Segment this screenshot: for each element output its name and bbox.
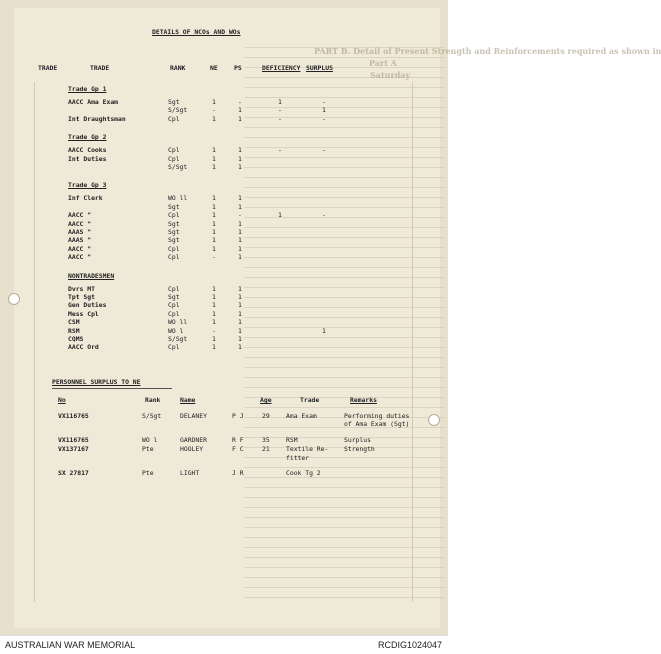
rank-value: Cpl [168, 114, 180, 123]
col-header-trade: TRADE [38, 64, 58, 72]
trade-name: AAAS " [68, 236, 92, 245]
rank-value: S/Sgt [168, 163, 188, 171]
surplus-value: 1 [322, 106, 326, 115]
surplus-col-name: Name [180, 396, 196, 404]
surplus-service-no: SX 27817 [58, 469, 89, 477]
rank-value: Sgt [168, 236, 180, 245]
rank-value: Sgt [168, 98, 180, 106]
footer-reference: RCDIG1024047 [377, 640, 442, 650]
bleed-through-hour: Saturday [370, 70, 411, 80]
surplus-rank: Pte [142, 469, 154, 477]
surplus-service-no: VX137167 [58, 445, 89, 453]
surplus-col-trade: Trade [300, 396, 320, 404]
trade-name: AAAS " [68, 228, 92, 236]
surplus-value: 1 [322, 326, 326, 335]
deficiency-value: - [278, 106, 282, 115]
ps-value: 1 [238, 202, 242, 211]
col-header-trade-2: TRADE [90, 64, 110, 72]
ps-value: - [238, 98, 242, 106]
ps-value: 1 [238, 318, 242, 327]
deficiency-value: - [278, 114, 282, 123]
col-header-ps: PS [234, 64, 242, 72]
surplus-age: 35 [262, 436, 270, 444]
surplus-name: GARDNER [180, 436, 207, 444]
surplus-col-rank: Rank [145, 396, 161, 404]
ps-value: 1 [238, 284, 242, 293]
ps-value: 1 [238, 114, 242, 123]
col-header-ne: NE [210, 64, 218, 72]
ne-value: 1 [212, 301, 216, 310]
surplus-name: HOOLEY [180, 445, 204, 453]
surplus-remarks-continued: of Ama Exam (Sgt) [344, 420, 410, 428]
surplus-service-no: VX116765 [58, 436, 89, 444]
rank-value: Sgt [168, 202, 180, 211]
rank-value: Cpl [168, 301, 180, 310]
ne-value: 1 [212, 318, 216, 327]
trade-group-heading: NONTRADESMEN [68, 271, 115, 280]
col-header-deficiency: DEFICIENCY [262, 64, 301, 72]
bleed-column [34, 82, 35, 602]
ps-value: 1 [238, 154, 242, 163]
rank-value: S/Sgt [168, 106, 188, 115]
surplus-name: LIGHT [180, 469, 200, 477]
deficiency-value: - [278, 146, 282, 155]
rank-value: WO ll [168, 194, 188, 203]
ne-value: 1 [212, 244, 216, 253]
surplus-trade: RSM [286, 436, 298, 444]
punch-hole-left [8, 293, 20, 305]
surplus-remarks: Surplus [344, 436, 371, 444]
ne-value: 1 [212, 211, 216, 220]
rank-value: S/Sgt [168, 335, 188, 343]
trade-name: AACC " [68, 253, 92, 262]
trade-name: Int Duties [68, 154, 107, 163]
surplus-rank: Pte [142, 445, 154, 453]
trade-name: AACC " [68, 211, 92, 220]
rank-value: Cpl [168, 154, 180, 163]
surplus-remarks: Strength [344, 445, 375, 453]
rank-value: Cpl [168, 244, 180, 253]
surplus-rank: WO l [142, 436, 158, 444]
surplus-age: 29 [262, 412, 270, 420]
rank-value: Sgt [168, 228, 180, 236]
ne-value: 1 [212, 154, 216, 163]
surplus-name: DELANEY [180, 412, 207, 420]
surplus-initials: P J [232, 412, 244, 420]
ne-value: - [212, 326, 216, 335]
ne-value: - [212, 253, 216, 262]
surplus-value: - [322, 146, 326, 155]
trade-group-heading: Trade Gp 1 [68, 85, 107, 93]
rank-value: WO l [168, 326, 184, 335]
deficiency-value: 1 [278, 211, 282, 220]
ps-value: 1 [238, 293, 242, 301]
surplus-initials: R F [232, 436, 244, 444]
surplus-heading: PERSONNEL SURPLUS TO NE [52, 378, 141, 386]
bleed-through-lines [244, 38, 444, 598]
surplus-initials: J R [232, 469, 244, 477]
rank-value: Cpl [168, 343, 180, 352]
trade-name: Dvrs MT [68, 284, 95, 293]
ne-value: 1 [212, 114, 216, 123]
ne-value: 1 [212, 202, 216, 211]
rank-value: Sgt [168, 219, 180, 228]
ps-value: - [238, 211, 242, 220]
trade-name: AACC Cooks [68, 146, 107, 155]
trade-group-heading: Trade Gp 3 [68, 181, 107, 190]
ne-value: - [212, 106, 216, 115]
rank-value: Cpl [168, 309, 180, 318]
surplus-trade: Cook Tg 2 [286, 469, 321, 477]
ps-value: 1 [238, 253, 242, 262]
ne-value: 1 [212, 309, 216, 318]
surplus-initials: F C [232, 445, 244, 453]
ps-value: 1 [238, 301, 242, 310]
surplus-col-no: No [58, 396, 66, 404]
trade-name: Int Draughtsman [68, 114, 126, 123]
trade-name: Inf Clerk [68, 194, 103, 203]
trade-name: AACC Ama Exam [68, 98, 119, 106]
bleed-through-subheading: Part A [369, 58, 397, 68]
trade-group-heading: Trade Gp 2 [68, 133, 107, 142]
bleed-through-heading: PART B. Detail of Present Strength and Reinforcements required as shown in [314, 46, 661, 56]
footer-source: AUSTRALIAN WAR MEMORIAL [5, 640, 136, 650]
trade-name: RSM [68, 326, 80, 335]
trade-name: CQMS [68, 335, 84, 343]
ps-value: 1 [238, 228, 242, 236]
col-header-surplus: SURPLUS [306, 64, 333, 72]
rank-value: Sgt [168, 293, 180, 301]
ne-value: 1 [212, 236, 216, 245]
rank-value: Cpl [168, 146, 180, 155]
surplus-trade: Textile Re- [286, 445, 329, 453]
rank-value: Cpl [168, 253, 180, 262]
ps-value: 1 [238, 236, 242, 245]
ne-value: 1 [212, 284, 216, 293]
surplus-col-age: Age [260, 396, 272, 404]
ps-value: 1 [238, 309, 242, 318]
surplus-value: - [322, 211, 326, 220]
ne-value: 1 [212, 194, 216, 203]
deficiency-value: 1 [278, 98, 282, 106]
trade-name: Tpt Sgt [68, 293, 95, 301]
ps-value: 1 [238, 335, 242, 343]
ps-value: 1 [238, 106, 242, 115]
ps-value: 1 [238, 244, 242, 253]
punch-hole-right [428, 414, 440, 426]
trade-name: AACC " [68, 244, 92, 253]
rank-value: Cpl [168, 284, 180, 293]
heading-rule [52, 388, 172, 389]
ne-value: 1 [212, 163, 216, 171]
ne-value: 1 [212, 98, 216, 106]
surplus-rank: S/Sgt [142, 412, 162, 420]
document-title: DETAILS OF NCOs AND WOs [152, 28, 241, 36]
trade-name: CSM [68, 318, 80, 327]
surplus-col-remarks: Remarks [350, 396, 377, 404]
ne-value: 1 [212, 293, 216, 301]
surplus-remarks: Performing duties [344, 412, 410, 420]
surplus-trade: Ama Exam [286, 412, 317, 420]
surplus-value: - [322, 98, 326, 106]
rank-value: WO ll [168, 318, 188, 327]
ne-value: 1 [212, 343, 216, 352]
surplus-trade: fitter [286, 454, 310, 462]
ps-value: 1 [238, 219, 242, 228]
ps-value: 1 [238, 343, 242, 352]
ne-value: 1 [212, 146, 216, 155]
rank-value: Cpl [168, 211, 180, 220]
col-header-rank: RANK [170, 64, 186, 72]
surplus-value: - [322, 114, 326, 123]
ne-value: 1 [212, 228, 216, 236]
surplus-service-no: VX116765 [58, 412, 89, 420]
trade-name: AACC " [68, 219, 92, 228]
ne-value: 1 [212, 219, 216, 228]
ps-value: 1 [238, 163, 242, 171]
ne-value: 1 [212, 335, 216, 343]
ps-value: 1 [238, 146, 242, 155]
ps-value: 1 [238, 326, 242, 335]
trade-name: Gen Duties [68, 301, 107, 310]
trade-name: AACC Ord [68, 343, 99, 352]
ps-value: 1 [238, 194, 242, 203]
trade-name: Mess Cpl [68, 309, 99, 318]
surplus-age: 21 [262, 445, 270, 453]
archive-footer [0, 635, 448, 654]
bleed-column [412, 82, 413, 602]
